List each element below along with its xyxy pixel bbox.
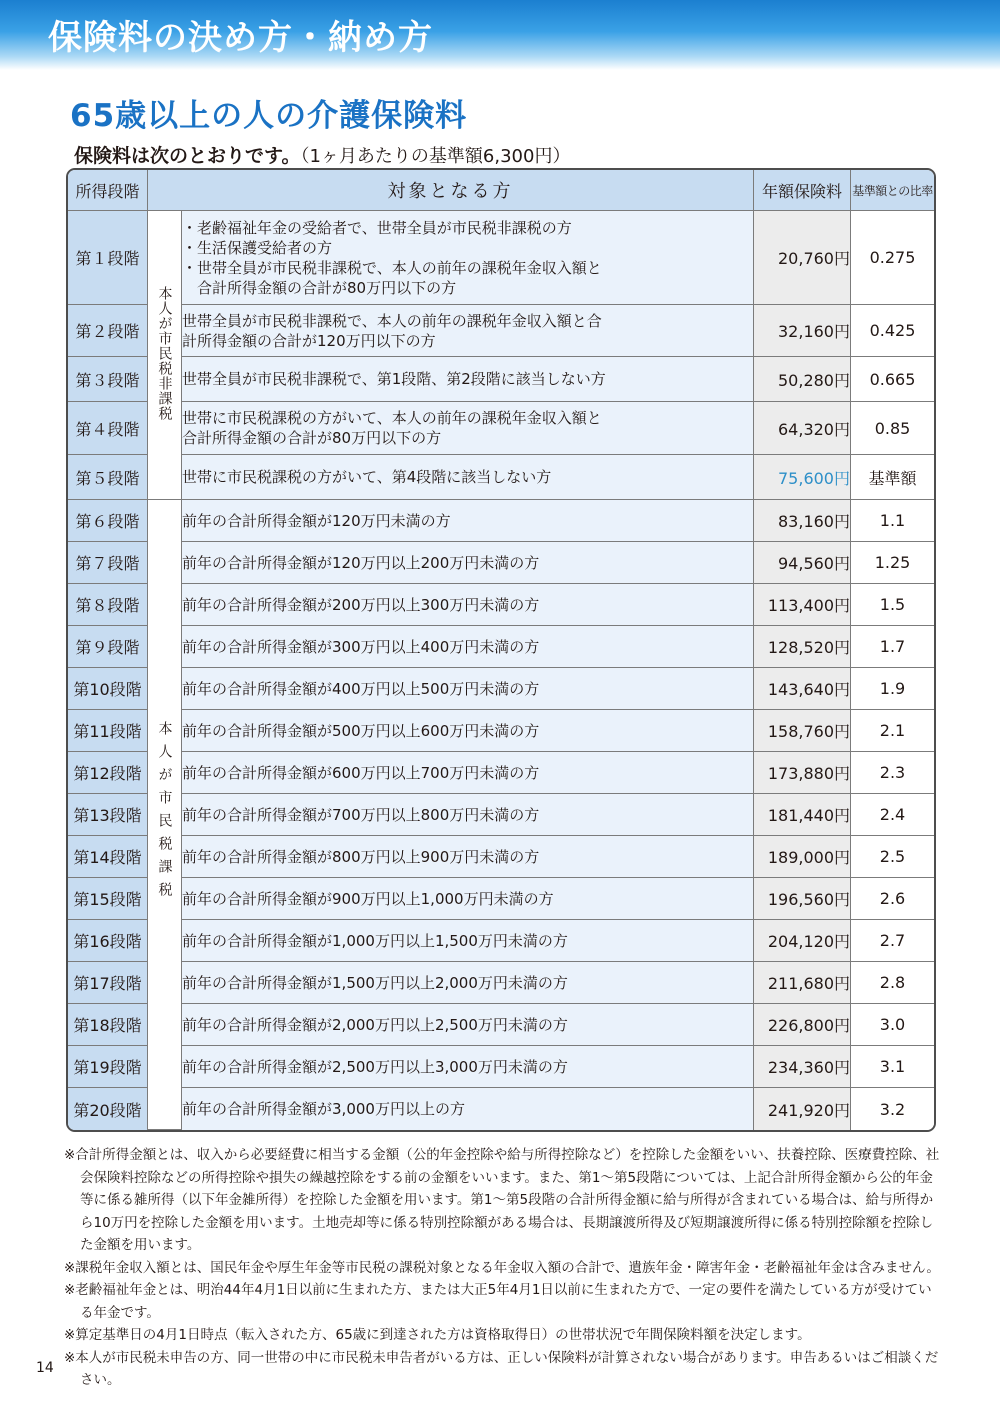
target-cell — [182, 836, 754, 878]
target-cell — [182, 1004, 754, 1046]
annual-fee-cell: 204,120円 — [754, 920, 851, 962]
ratio-cell: 2.4 — [851, 794, 934, 836]
table-row — [68, 584, 934, 626]
ratio-cell: 1.1 — [851, 500, 934, 542]
target-line: ・世帯全員が市民税非課税で、本人の前年の課税年金収入額と — [182, 258, 602, 277]
header-stage: 所得段階 — [68, 170, 148, 211]
header-title: 保険料の決め方・納め方 — [48, 18, 433, 58]
stage-cell: 第８段階 — [68, 584, 148, 626]
ratio-cell: 2.1 — [851, 710, 934, 752]
stage-cell: 第４段階 — [68, 402, 148, 455]
annual-fee-cell: 234,360円 — [754, 1046, 851, 1088]
target-line: 合計所得金額の合計が80万円以下の方 — [182, 429, 442, 447]
target-line: 前年の合計所得金額が200万円以上300万円未満の方 — [182, 595, 540, 614]
table-row — [68, 626, 934, 668]
lead-text — [74, 141, 570, 168]
target-line: 前年の合計所得金額が300万円以上400万円未満の方 — [182, 637, 540, 656]
table-row — [68, 500, 934, 542]
annual-fee-cell: 181,440円 — [754, 794, 851, 836]
note-item: ※本人が市民税未申告の方、同一世帯の中に市民税未申告者がいる方は、正しい保険料が計算されない場合があります。申告あるいはご相談ください。 — [64, 1349, 939, 1388]
header-target: 対象となる方 — [148, 170, 754, 211]
annual-fee-cell: 241,920円 — [754, 1088, 851, 1130]
ratio-cell: 2.3 — [851, 752, 934, 794]
note-item: ※合計所得金額とは、収入から必要経費に相当する金額（公的年金控除や給与所得控除など）を控除した金額をいい、扶養控除、医療費控除、社会保険料控除などの所得控除や損失の繰越控除をする前の金額をいいます。また、第1～第5段階については、上記合計所得金額から公的年金等に係る雑所得（以下年金雑所得）を控除した金額を用います。第1～第5段階の合計所得金額に給与所得が含まれている場合は、給与所得から10万円を控除した金額を用います。土地売却等に係る特別控除額がある場合は、長期譲渡所得及び短期譲渡所得に係る特別控除額を控除した金額を用います。 — [64, 1147, 940, 1253]
table-row — [68, 794, 934, 836]
target-line: 計所得金額の合計が120万円以下の方 — [182, 331, 436, 350]
ratio-cell: 3.0 — [851, 1004, 934, 1046]
table-row — [68, 836, 934, 878]
target-cell — [182, 668, 754, 710]
stage-cell: 第14段階 — [68, 836, 148, 878]
target-line: ・老齢福祉年金の受給者で、世帯全員が市民税非課税の方 — [182, 218, 572, 237]
annual-fee-cell: 64,320円 — [754, 402, 851, 455]
table-header-row — [68, 170, 934, 211]
ratio-cell: 1.7 — [851, 626, 934, 668]
annual-fee-cell: 226,800円 — [754, 1004, 851, 1046]
ratio-cell: 0.665 — [851, 357, 934, 402]
target-cell — [182, 455, 754, 500]
table-row — [68, 668, 934, 710]
target-line: 前年の合計所得金額が3,000万円以上の方 — [182, 1100, 465, 1118]
stage-cell: 第２段階 — [68, 305, 148, 357]
target-line: 世帯全員が市民税非課税で、第1段階、第2段階に該当しない方 — [182, 370, 606, 388]
table-row — [68, 305, 934, 357]
stage-cell: 第10段階 — [68, 668, 148, 710]
ratio-cell: 0.275 — [851, 211, 934, 305]
target-line: 前年の合計所得金額が400万円以上500万円未満の方 — [182, 679, 540, 698]
annual-fee-cell: 128,520円 — [754, 626, 851, 668]
table-row — [68, 962, 934, 1004]
target-cell — [182, 584, 754, 626]
table-row — [68, 920, 934, 962]
target-line: 前年の合計所得金額が600万円以上700万円未満の方 — [182, 763, 540, 782]
stage-cell: 第５段階 — [68, 455, 148, 500]
ratio-cell: 0.85 — [851, 402, 934, 455]
target-cell — [182, 357, 754, 402]
table-row — [68, 752, 934, 794]
ratio-cell: 2.5 — [851, 836, 934, 878]
annual-fee-cell: 83,160円 — [754, 500, 851, 542]
ratio-cell: 3.2 — [851, 1088, 934, 1130]
table-row — [68, 542, 934, 584]
stage-cell: 第15段階 — [68, 878, 148, 920]
target-cell — [182, 920, 754, 962]
target-line: 前年の合計所得金額が800万円以上900万円未満の方 — [182, 847, 540, 866]
notes — [64, 1144, 944, 1392]
ratio-cell: 0.425 — [851, 305, 934, 357]
target-line: 前年の合計所得金額が120万円以上200万円未満の方 — [182, 553, 540, 572]
stage-cell: 第６段階 — [68, 500, 148, 542]
section-title: 65歳以上の人の介護保険料 — [70, 98, 468, 134]
target-cell — [182, 752, 754, 794]
note-item: ※課税年金収入額とは、国民年金や厚生年金等市民税の課税対象となる年金収入額の合計で、遺族年金・障害年金・老齢福祉年金は含みません。 — [64, 1259, 940, 1276]
header-ratio: 基準額との比率 — [851, 170, 934, 211]
annual-fee-cell: 158,760円 — [754, 710, 851, 752]
table-row — [68, 357, 934, 402]
target-line: 前年の合計所得金額が2,500万円以上3,000万円未満の方 — [182, 1057, 568, 1076]
annual-fee-cell: 173,880円 — [754, 752, 851, 794]
target-cell — [182, 962, 754, 1004]
target-line: 世帯に市民税課税の方がいて、第4段階に該当しない方 — [182, 468, 552, 486]
stage-cell: 第20段階 — [68, 1088, 148, 1130]
annual-fee-cell: 50,280円 — [754, 357, 851, 402]
stage-cell: 第11段階 — [68, 710, 148, 752]
target-cell — [182, 500, 754, 542]
target-cell — [182, 878, 754, 920]
stage-cell: 第19段階 — [68, 1046, 148, 1088]
annual-fee-cell: 211,680円 — [754, 962, 851, 1004]
header-banner — [0, 0, 1000, 70]
stage-cell: 第13段階 — [68, 794, 148, 836]
target-cell — [182, 1088, 754, 1130]
table-row — [68, 211, 934, 305]
target-cell — [182, 626, 754, 668]
target-line: 世帯全員が市民税非課税で、本人の前年の課税年金収入額と合 — [182, 311, 602, 330]
target-cell — [182, 794, 754, 836]
table-row — [68, 710, 934, 752]
ratio-cell: 1.25 — [851, 542, 934, 584]
target-line: 合計所得金額の合計が80万円以下の方 — [182, 278, 457, 297]
annual-fee-cell: 94,560円 — [754, 542, 851, 584]
stage-cell: 第18段階 — [68, 1004, 148, 1046]
group-label-text: 本人が市民税非課税 — [156, 285, 173, 421]
target-cell — [182, 710, 754, 752]
note-item: ※算定基準日の4月1日時点（転入された方、65歳に到達された方は資格取得日）の世帯状況で年間保険料額を決定します。 — [64, 1327, 811, 1343]
table-row — [68, 455, 934, 500]
target-cell — [182, 211, 754, 305]
target-line: 前年の合計所得金額が2,000万円以上2,500万円未満の方 — [182, 1015, 568, 1034]
table-row — [68, 1046, 934, 1088]
stage-cell: 第12段階 — [68, 752, 148, 794]
note-item: ※老齢福祉年金とは、明治44年4月1日以前に生まれた方、または大正5年4月1日以前に生まれた方で、一定の要件を満たしている方が受けている年金です。 — [64, 1282, 932, 1321]
ratio-cell: 基準額 — [851, 455, 934, 500]
table-row — [68, 1004, 934, 1046]
target-cell — [182, 402, 754, 455]
ratio-cell: 2.7 — [851, 920, 934, 962]
group-label-taxed — [148, 500, 182, 1130]
table-row — [68, 402, 934, 455]
target-line: 前年の合計所得金額が1,500万円以上2,000万円未満の方 — [182, 973, 568, 992]
stage-cell: 第17段階 — [68, 962, 148, 1004]
annual-fee-cell: 143,640円 — [754, 668, 851, 710]
target-line: 前年の合計所得金額が900万円以上1,000万円未満の方 — [182, 889, 554, 908]
lead-bold: 保険料は次のとおりです。 — [74, 145, 301, 167]
ratio-cell: 2.8 — [851, 962, 934, 1004]
lead-note: （1ヶ月あたりの基準額6,300円） — [300, 146, 571, 167]
annual-fee-cell: 75,600円 — [754, 455, 851, 500]
target-line: ・生活保護受給者の方 — [182, 238, 333, 257]
table-row — [68, 878, 934, 920]
annual-fee-cell: 20,760円 — [754, 211, 851, 305]
annual-fee-cell: 32,160円 — [754, 305, 851, 357]
target-line: 前年の合計所得金額が120万円未満の方 — [182, 511, 451, 530]
group-label-non-taxed — [148, 211, 182, 500]
target-line: 世帯に市民税課税の方がいて、本人の前年の課税年金収入額と — [182, 409, 602, 427]
group-label-text: 本人が市民税課税 — [156, 720, 173, 905]
header-annual-fee: 年額保険料 — [754, 170, 851, 211]
target-cell — [182, 1046, 754, 1088]
target-line: 前年の合計所得金額が700万円以上800万円未満の方 — [182, 805, 540, 824]
target-line: 前年の合計所得金額が500万円以上600万円未満の方 — [182, 721, 540, 740]
stage-cell: 第７段階 — [68, 542, 148, 584]
target-cell — [182, 542, 754, 584]
target-line: 前年の合計所得金額が1,000万円以上1,500万円未満の方 — [182, 931, 568, 950]
premium-table — [66, 168, 936, 1132]
ratio-cell: 3.1 — [851, 1046, 934, 1088]
page-number: 14 — [36, 1360, 54, 1376]
stage-cell: 第９段階 — [68, 626, 148, 668]
stage-cell: 第３段階 — [68, 357, 148, 402]
annual-fee-cell: 113,400円 — [754, 584, 851, 626]
ratio-cell: 2.6 — [851, 878, 934, 920]
ratio-cell: 1.5 — [851, 584, 934, 626]
stage-cell: 第16段階 — [68, 920, 148, 962]
target-cell — [182, 305, 754, 357]
ratio-cell: 1.9 — [851, 668, 934, 710]
annual-fee-cell: 189,000円 — [754, 836, 851, 878]
stage-cell: 第１段階 — [68, 211, 148, 305]
table-row — [68, 1088, 934, 1130]
annual-fee-cell: 196,560円 — [754, 878, 851, 920]
